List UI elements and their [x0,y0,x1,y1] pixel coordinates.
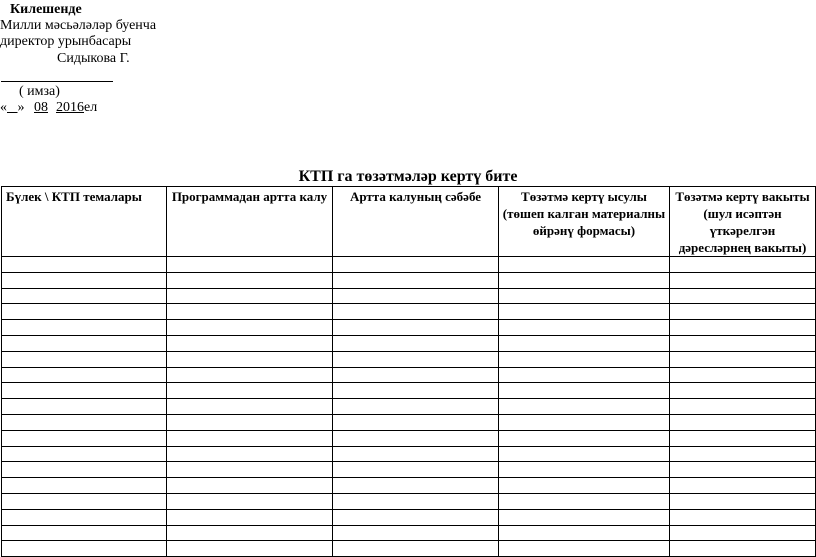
table-body [2,257,816,557]
table-cell [2,383,167,399]
table-cell [167,367,333,383]
date-suffix: ел [84,100,98,115]
table-row [2,320,816,336]
table-row [2,541,816,557]
table-cell [333,383,499,399]
table-cell [670,351,816,367]
table-cell [2,478,167,494]
table-cell [670,430,816,446]
table-cell [167,525,333,541]
table-cell [499,272,670,288]
table-cell [333,335,499,351]
date-year: 2016 [56,100,84,115]
table-row [2,257,816,273]
table-cell [670,446,816,462]
table-cell [333,367,499,383]
table-cell [670,509,816,525]
table-cell [670,541,816,557]
col-header-method: Төзәтмә кертү ысулы (төшеп калган материалны өйрәнү формасы) [499,187,670,257]
table-cell [499,430,670,446]
table-cell [167,335,333,351]
date-month: 08 [34,100,48,115]
table-row [2,446,816,462]
table-cell [670,525,816,541]
table-cell [670,367,816,383]
table-row [2,525,816,541]
approval-line-2: директор урынбасары [0,34,132,49]
table-cell [167,272,333,288]
table-cell [167,446,333,462]
table-cell [333,493,499,509]
table-cell [499,446,670,462]
table-row [2,478,816,494]
table-cell [499,478,670,494]
table-cell [499,288,670,304]
approval-line-1: Милли мәсьәләләр буенча [0,18,157,33]
table-cell [670,414,816,430]
table-row [2,383,816,399]
table-cell [2,320,167,336]
table-cell [2,414,167,430]
table-cell [333,399,499,415]
table-row [2,414,816,430]
table-row [2,493,816,509]
table-cell [333,304,499,320]
table-cell [167,462,333,478]
col-header-lag: Программадан артта калу [167,187,333,257]
approval-block [0,2,156,116]
table-cell [333,462,499,478]
col-header-reason: Артта калуның сәбәбе [333,187,499,257]
table-cell [2,367,167,383]
table-cell [2,272,167,288]
date-day-blank [7,100,18,115]
table-cell [333,272,499,288]
table-cell [167,541,333,557]
signature-line [1,67,113,82]
table-cell [333,257,499,273]
table-cell [499,335,670,351]
table-cell [670,304,816,320]
table-cell [167,430,333,446]
table-cell [333,414,499,430]
table-cell [2,446,167,462]
table-cell [670,399,816,415]
table-cell [670,257,816,273]
table-cell [499,462,670,478]
corrections-table [1,186,816,557]
table-cell [167,399,333,415]
table-cell [499,257,670,273]
signature-label: ( имза) [19,84,60,99]
table-cell [167,257,333,273]
table-cell [670,383,816,399]
table-cell [167,320,333,336]
table-cell [499,493,670,509]
col-header-time: Төзәтмә кертү вакыты (шул исәптән үткәрелгән дәресләрнең вакыты) [670,187,816,257]
table-cell [670,478,816,494]
table-cell [333,509,499,525]
table-cell [499,509,670,525]
table-row [2,367,816,383]
table-cell [2,509,167,525]
table-cell [670,493,816,509]
table-cell [670,272,816,288]
table-cell [167,493,333,509]
table-cell [167,288,333,304]
table-cell [499,383,670,399]
table-cell [167,304,333,320]
table-cell [2,493,167,509]
table-cell [499,367,670,383]
table-row [2,430,816,446]
approval-heading: Килешенде [10,2,82,17]
date-open-quote: « [0,100,7,115]
table-cell [499,541,670,557]
approval-date [0,100,156,116]
table-cell [670,288,816,304]
table-header-row [2,187,816,257]
table-cell [2,525,167,541]
table-row [2,272,816,288]
table-cell [333,525,499,541]
table-cell [2,462,167,478]
table-cell [2,288,167,304]
table-cell [333,351,499,367]
table-cell [333,320,499,336]
table-cell [167,478,333,494]
date-close-quote: » [17,100,28,115]
table-cell [499,525,670,541]
table-cell [2,351,167,367]
table-cell [167,414,333,430]
table-row [2,288,816,304]
table-row [2,351,816,367]
table-cell [2,335,167,351]
table-cell [2,304,167,320]
table-cell [333,541,499,557]
table-cell [2,399,167,415]
table-cell [2,541,167,557]
table-cell [499,399,670,415]
table-row [2,335,816,351]
table-row [2,304,816,320]
approver-name: Сидыкова Г. [57,51,130,66]
table-cell [333,288,499,304]
table-row [2,399,816,415]
table-cell [167,351,333,367]
table-cell [499,304,670,320]
table-row [2,462,816,478]
table-cell [333,446,499,462]
table-cell [499,414,670,430]
col-header-section: Бүлек \ КТП темалары [2,187,167,257]
table-cell [2,257,167,273]
table-cell [499,320,670,336]
table-cell [167,383,333,399]
table-cell [670,320,816,336]
table-cell [2,430,167,446]
table-cell [333,430,499,446]
page-title: КТП га төзәтмәләр кертү бите [298,168,518,185]
table-cell [670,335,816,351]
table-cell [167,509,333,525]
table-row [2,509,816,525]
table-cell [499,351,670,367]
table-cell [670,462,816,478]
table-cell [333,478,499,494]
